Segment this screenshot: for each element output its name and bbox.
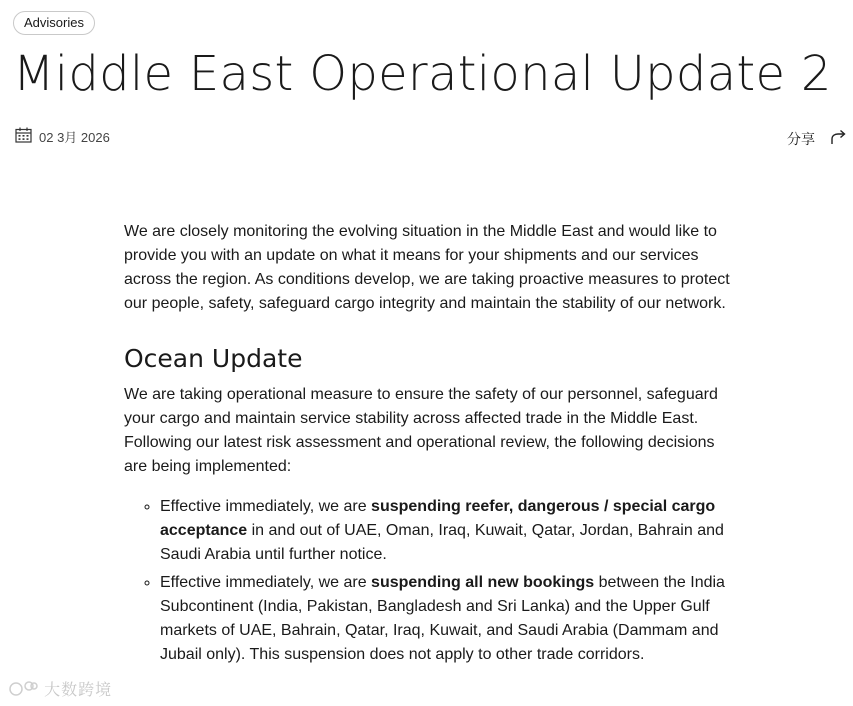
bullet-text: between the India Subcontinent (India, Pakistan, Bangladesh and Sri Lanka) and the Upper Gulf markets of UAE, Bahrain, Qatar, Iraq, Kuwait, and Saudi Arabia (Dammam and Jubail only). This suspension does not apply to other trade corridors. [160,574,725,663]
watermark-text: 大数跨境 [44,680,113,699]
share-button[interactable] [787,128,847,150]
list-item [160,571,734,667]
publish-date [15,127,110,146]
advisories-tag[interactable]: Advisories [13,11,95,35]
bullet-bold-text: suspending all new bookings [371,574,595,591]
bullet-text: Effective immediately, we are [160,574,372,591]
section-paragraph: We are taking operational measure to ensure the safety of our personnel, safeguard your cargo and maintain service stability across affected trade in the Middle East. Following our latest risk assessment and operational review, the following decisions are being implemented: [124,386,718,475]
section-heading: Ocean Update [124,344,303,373]
calendar-icon [15,127,32,146]
page-title: Middle East Operational Update 2 [13,46,832,102]
watermark [8,677,112,700]
decision-list [124,495,734,667]
bullet-bold-text: suspending reefer, dangerous / special cargo acceptance [160,498,716,539]
bullet-text: Effective immediately, we are [160,498,372,515]
date-text: 02 3月 2026 [39,130,110,145]
article-body [124,220,734,671]
share-arrow-icon [829,128,847,150]
intro-paragraph: We are closely monitoring the evolving situation in the Middle East and would like to provide you with an update on what it means for your shipments and our services across the region. As conditions develop, we are taking proactive measures to protect our people, safety, safeguard cargo integrity and maintain the stability of our network. [124,223,730,312]
list-item [160,495,734,567]
bullet-text: in and out of UAE, Oman, Iraq, Kuwait, Qatar, Jordan, Bahrain and Saudi Arabia until further notice. [160,522,724,563]
watermark-logo-icon [8,680,44,699]
share-label: 分享 [787,132,815,148]
